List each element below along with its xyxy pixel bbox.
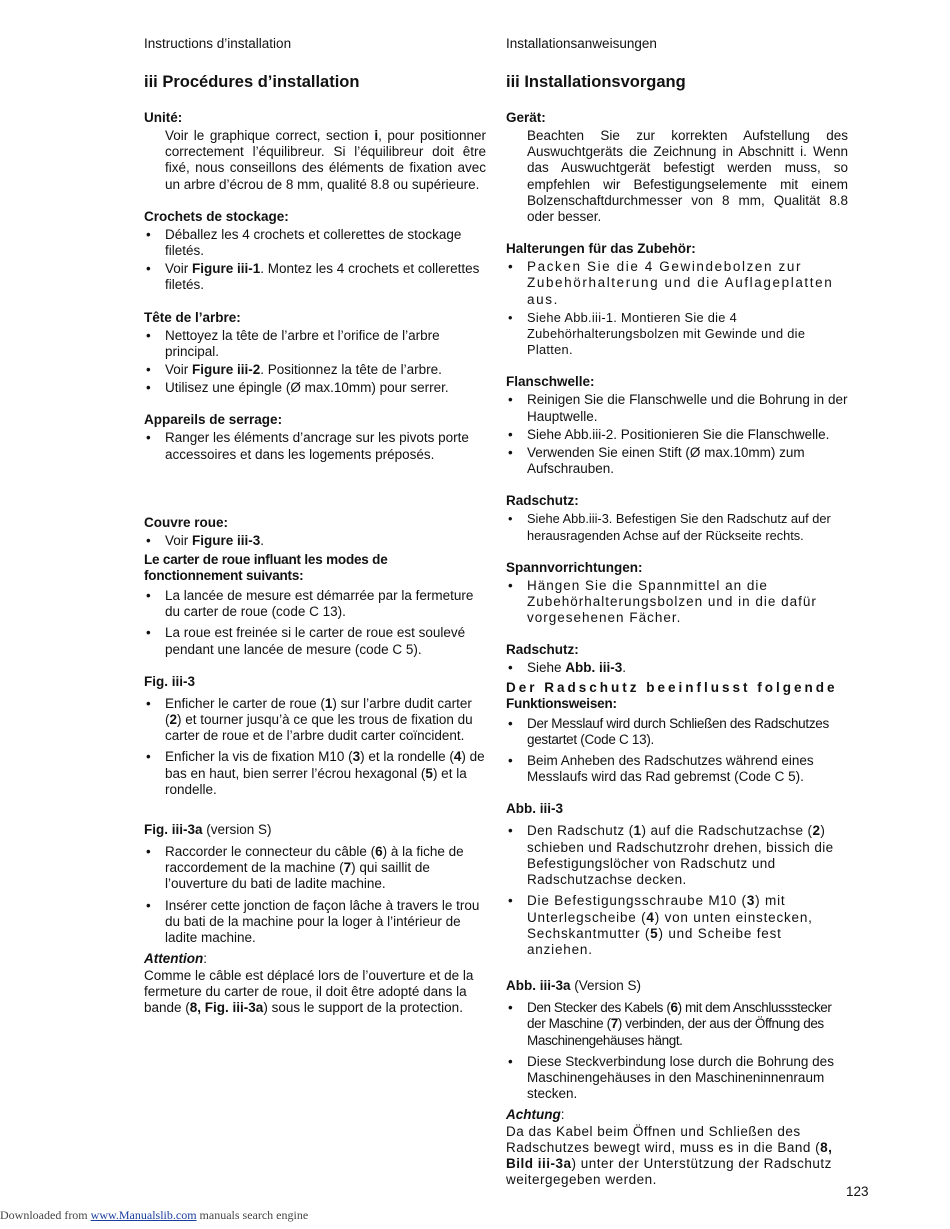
- achtung-label: [506, 1107, 848, 1123]
- text: ) unter der Unterstützung der Radschutz weitergegeben werden.: [506, 1155, 832, 1188]
- text: Die Befestigungsschraube M10 (: [527, 893, 747, 909]
- heading-abb-iii-3a: [506, 978, 848, 994]
- section-crochets: [144, 209, 486, 294]
- emphasis-text: [506, 680, 848, 712]
- heading-fig-iii-3: Fig. iii-3: [144, 673, 196, 689]
- bullet-list: [144, 533, 486, 549]
- list-item: • Nettoyez la tête de l’arbre et l’orifice de l’arbre principal.: [144, 328, 486, 360]
- list-item: • Siehe Abb.iii-2. Positionieren Sie die Flanschwelle.: [506, 427, 848, 443]
- text: Enficher la vis de fixation M10 (: [165, 749, 353, 765]
- text: ) mit dem Anschlussstecker der Maschine (: [527, 1000, 832, 1032]
- heading-flanschwelle: Flanschwelle:: [506, 374, 595, 390]
- footer: [0, 1208, 308, 1223]
- callout-number: 6: [375, 844, 383, 860]
- section-radschutz-1: [506, 493, 848, 543]
- section-radschutz-2: [506, 642, 848, 785]
- paragraph-unite: [165, 128, 486, 193]
- heading-geraet: Gerät:: [506, 110, 546, 125]
- callout-number: 1: [324, 695, 333, 711]
- bullet-list: [506, 511, 848, 543]
- heading-fig-iii-3a: [144, 822, 486, 838]
- french-column: [144, 36, 486, 1032]
- text: .: [622, 660, 627, 676]
- text: Da das Kabel beim Öffnen und Schließen des Radschutzes bewegt wird, muss es in die Band (: [506, 1123, 821, 1155]
- section-spannvorrichtungen: [506, 560, 848, 627]
- text: Comme le câble est déplacé lors de l’ouverture et de la fermeture du carter de roue, il doit être adopté dans la bande (: [144, 967, 474, 1015]
- text-bold: i: [374, 128, 379, 143]
- text: ) von unten einstecken, Sechskantmutter (: [527, 909, 813, 941]
- list-item: • La lancée de mesure est démarrée par la fermeture du carter de roue (code C 13).: [144, 588, 486, 620]
- text: ) sous le support de la protection.: [263, 999, 463, 1015]
- heading-unite: Unité:: [144, 110, 183, 125]
- callout-number: 4: [646, 909, 655, 925]
- figure-reference: 8, Fig. iii-3a: [189, 999, 264, 1015]
- callout-number: 3: [746, 893, 756, 909]
- callout-number: 7: [343, 860, 352, 876]
- bullet-list: [506, 716, 848, 786]
- section-flanschwelle: [506, 374, 848, 477]
- section-abb-iii-3: [506, 801, 848, 958]
- footer-text: Downloaded from: [0, 1208, 91, 1222]
- list-item: • Verwenden Sie einen Stift (Ø max.10mm) zum Aufschrauben.: [506, 445, 848, 477]
- text: :: [560, 1107, 565, 1123]
- text: Voir: [165, 261, 193, 277]
- text: ) verbinden, der aus der Öffnung des Maschinengehäuses hängt.: [527, 1016, 824, 1048]
- text: Den Stecker des Kabels (: [527, 1000, 671, 1016]
- callout-number: 2: [169, 712, 178, 728]
- attention-paragraph: [144, 968, 486, 1017]
- manualslib-link[interactable]: www.Manualslib.com: [90, 1208, 197, 1222]
- text: Den Radschutz (: [527, 823, 634, 839]
- list-item: • Ranger les éléments d’ancrage sur les pivots porte accessoires et dans les logements préposés.: [144, 430, 486, 462]
- heading-abb-iii-3: Abb. iii-3: [506, 801, 563, 817]
- text: ) auf die Radschutzachse (: [641, 823, 813, 839]
- bullet-list: [506, 578, 848, 627]
- text: Raccorder le connecteur du câble (: [165, 844, 376, 860]
- callout-number: 5: [650, 925, 659, 941]
- figure-reference: Abb. iii-3: [565, 660, 623, 676]
- bullet-list: [144, 844, 486, 946]
- text: Attention: [144, 951, 204, 967]
- text: Der Radschutz beeinflusst folgende: [506, 679, 838, 695]
- bullet-list: [144, 696, 486, 798]
- callout-number: 5: [425, 765, 433, 781]
- section-serrage: [144, 412, 486, 462]
- text: ) sur l’arbre dudit carter (: [165, 695, 472, 728]
- list-item: • Diese Steckverbindung lose durch die Bohrung des Maschinengehäuses in den Maschineninnenraum stecken.: [506, 1054, 848, 1103]
- callout-number: 7: [610, 1016, 618, 1032]
- list-item: • Beim Anheben des Radschutzes während eines Messlaufs wird das Rad gebremst (Code C 5).: [506, 753, 848, 785]
- heading-radschutz: Radschutz:: [506, 642, 579, 658]
- footer-text: manuals search engine: [196, 1208, 309, 1222]
- section-halterungen: [506, 241, 848, 358]
- text: Voir le graphique correct, section: [165, 128, 375, 143]
- list-item: • Insérer cette jonction de façon lâche à travers le trou du bati de la machine pour la loger à l’intérieur de ladite machine.: [144, 898, 486, 947]
- text: , pour positionner correctement l’équilibreur. Si l’équilibreur doit être fixé, nous conseillons des éléments de fixation avec un arbre d’écrou de 8 mm, qualité 8.8 ou supérieure.: [165, 128, 486, 192]
- text: .: [260, 532, 265, 548]
- text: :: [203, 951, 207, 967]
- text: ) et la rondelle.: [165, 765, 467, 797]
- section-tete: [144, 310, 486, 397]
- text: Abb. iii-3a: [506, 978, 571, 994]
- list-item: [506, 1000, 848, 1049]
- text: Fig. iii-3a: [144, 822, 203, 838]
- text: ) schieben und Radschutzrohr drehen, bissich die Befestigungslöcher von Radschutz und Radschutzachse decken.: [527, 823, 834, 888]
- section-fig-iii-3a: [144, 822, 486, 1016]
- text: ) de bas en haut, bien serrer l’écrou hexagonal (: [165, 749, 485, 781]
- list-item: • Der Messlauf wird durch Schließen des Radschutzes gestartet (Code C 13).: [506, 716, 848, 748]
- list-item: [144, 844, 486, 893]
- list-item: • Reinigen Sie die Flanschwelle und die Bohrung in der Hauptwelle.: [506, 392, 848, 424]
- text: . Positionnez la tête de l’arbre.: [260, 362, 442, 378]
- list-item: [144, 533, 486, 549]
- bullet-list: [506, 1000, 848, 1102]
- figure-reference: 8, Bild iii-3a: [506, 1139, 833, 1171]
- heading-spannvorrichtungen: Spannvorrichtungen:: [506, 559, 643, 575]
- heading-couvre-roue: Couvre roue:: [144, 514, 229, 530]
- bullet-list: [506, 660, 848, 676]
- section-fig-iii-3: [144, 674, 486, 798]
- text: (Version S): [570, 978, 642, 994]
- bullet-list: [506, 823, 848, 958]
- figure-reference: Figure iii-2: [192, 362, 261, 378]
- section-geraet: [506, 110, 848, 225]
- heading-crochets: Crochets de stockage:: [144, 208, 289, 224]
- bullet-list: [506, 259, 848, 358]
- callout-number: 4: [453, 749, 462, 765]
- bullet-list: [144, 430, 486, 462]
- bullet-list: [506, 392, 848, 477]
- heading-radschutz: Radschutz:: [506, 493, 579, 509]
- heading-serrage: Appareils de serrage:: [144, 412, 283, 428]
- list-item: • Hängen Sie die Spannmittel an die Zubehörhalterungsbolzen und in die dafür vorgesehenen Fächer.: [506, 578, 848, 627]
- text: ) und Scheibe fest anziehen.: [527, 925, 782, 957]
- section-title-fr: iii Procédures d’installation: [144, 73, 360, 91]
- section-abb-iii-3a: [506, 978, 848, 1188]
- text: Enficher le carter de roue (: [165, 695, 325, 711]
- list-item: [144, 749, 486, 798]
- text: ) et tourner jusqu’à ce que les trous de fixation du carter de roue et de l’arbre dudit carter coïncident.: [165, 712, 473, 744]
- text: Voir: [165, 532, 193, 548]
- list-item: [144, 696, 486, 745]
- list-item: • La roue est freinée si le carter de roue est soulevé pendant une lancée de mesure (code C 5).: [144, 625, 486, 657]
- figure-reference: Figure iii-3: [192, 532, 261, 548]
- callout-number: 2: [812, 823, 821, 839]
- text: Siehe: [527, 660, 566, 676]
- attention-label: [144, 951, 486, 967]
- callout-number: 3: [352, 749, 361, 765]
- text: . Montez les 4 crochets et collerettes filetés.: [165, 261, 480, 293]
- paragraph-geraet: Beachten Sie zur korrekten Aufstellung des Auswuchtgeräts die Zeichnung in Abschnitt i. Wenn das Auswuchtgerät befestigt werden muss, so empfehlen wir Befestigungselemente mit einem Bolzenschaftdurchmesser von 8 mm, Qualität 8.8 oder besser.: [527, 128, 848, 225]
- achtung-paragraph: [506, 1124, 848, 1189]
- list-item: [506, 823, 848, 888]
- callout-number: 6: [670, 1000, 678, 1016]
- page-number: 123: [846, 1184, 869, 1199]
- list-item: • Utilisez une épingle (Ø max.10mm) pour serrer.: [144, 380, 486, 396]
- text: Achtung: [506, 1107, 561, 1123]
- section-title-de: iii Installationsvorgang: [506, 73, 686, 91]
- emphasis-text: Le carter de roue influant les modes de fonctionnement suivants:: [144, 552, 388, 584]
- list-item: • Siehe Abb.iii-3. Befestigen Sie den Radschutz auf der herausragenden Achse auf der Rückseite rechts.: [506, 511, 848, 543]
- list-item: [506, 660, 848, 676]
- text: ) qui saillit de l’ouverture du bati de ladite machine.: [165, 860, 430, 892]
- figure-reference: Figure iii-1: [192, 261, 261, 277]
- list-item: • Packen Sie die 4 Gewindebolzen zur Zubehörhalterung und die Auflageplatten aus.: [506, 259, 848, 308]
- list-item: • Déballez les 4 crochets et collerettes de stockage filetés.: [144, 227, 486, 259]
- text: (version S): [202, 822, 272, 838]
- bullet-list: [144, 328, 486, 397]
- list-item: [144, 261, 486, 293]
- text: Voir: [165, 362, 193, 378]
- text: ) mit Unterlegscheibe (: [527, 893, 786, 925]
- text: Funktionsweisen:: [506, 695, 617, 711]
- text: ) à la fiche de raccordement de la machine (: [165, 844, 464, 876]
- list-item: [506, 893, 848, 958]
- running-header-fr: Instructions d’installation: [144, 36, 292, 51]
- callout-number: 1: [633, 823, 642, 839]
- heading-tete: Tête de l’arbre:: [144, 309, 241, 325]
- section-couvre-roue: [144, 515, 486, 658]
- running-header-de: Installationsanweisungen: [506, 36, 657, 51]
- text: ) et la rondelle (: [360, 749, 454, 765]
- list-item: • Siehe Abb.iii-1. Montieren Sie die 4 Zubehörhalterungsbolzen mit Gewinde und die Platten.: [506, 310, 848, 359]
- bullet-list: [144, 227, 486, 294]
- heading-halterungen: Halterungen für das Zubehör:: [506, 241, 696, 257]
- german-column: [506, 36, 848, 1204]
- bullet-list: [144, 588, 486, 658]
- list-item: [144, 362, 486, 378]
- section-unite: [144, 110, 486, 193]
